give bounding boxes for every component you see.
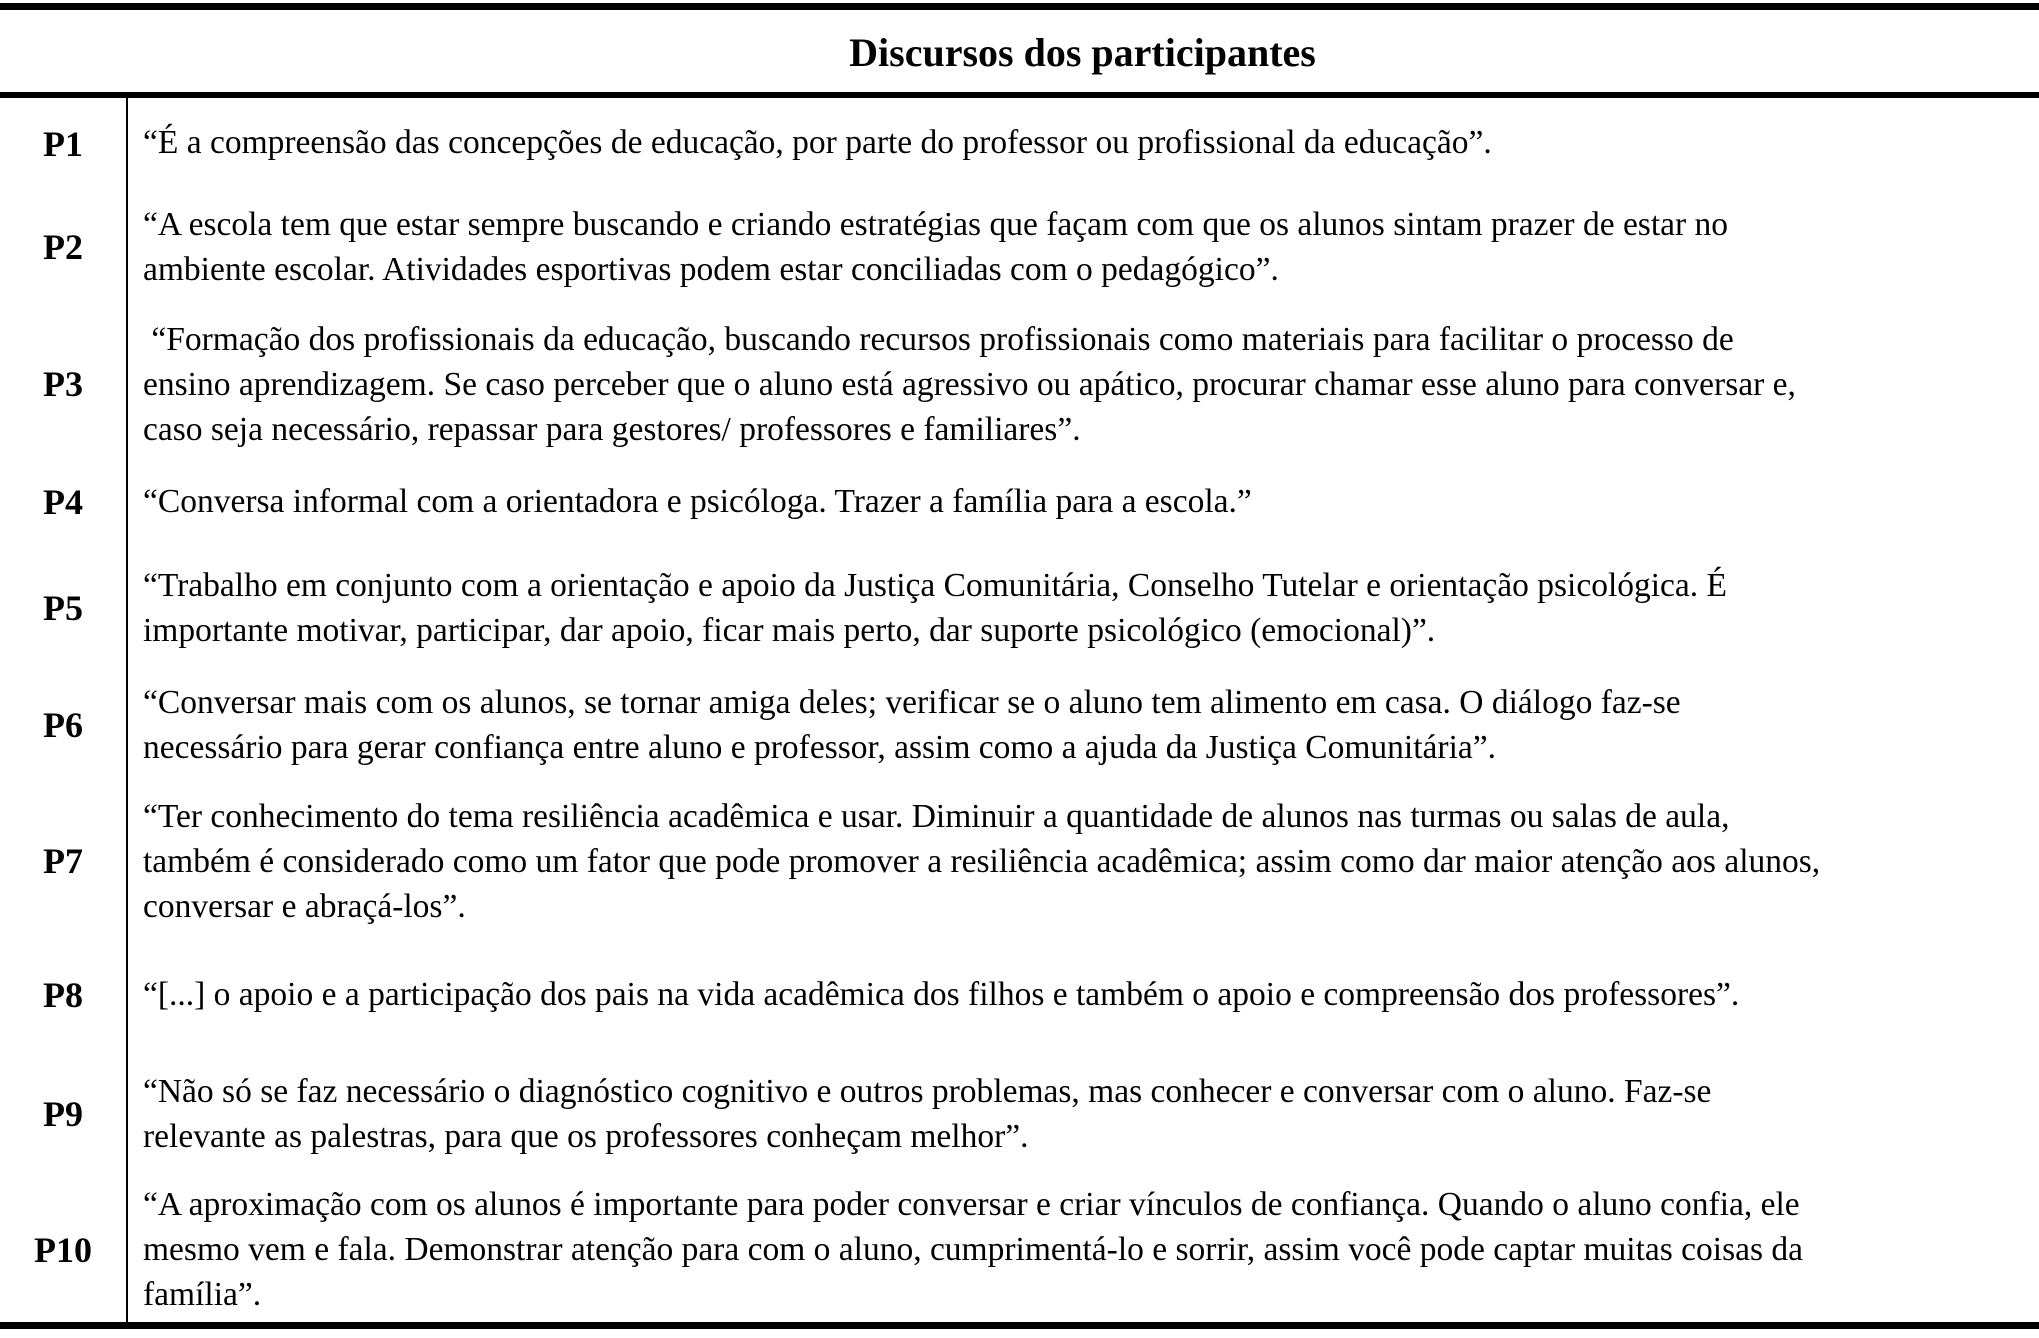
participant-id: P3 — [43, 364, 83, 404]
table-row-p8 — [0, 965, 2039, 1025]
participant-quote — [143, 317, 2023, 452]
quote-line: “É a compreensão das concepções de educação, por parte do professor ou profissional da educação”. — [143, 124, 1492, 161]
table-top-rule — [0, 3, 2039, 10]
participant-id: P7 — [43, 841, 83, 881]
table-row-p4 — [0, 472, 2039, 532]
quote-line: mesmo vem e fala. Demonstrar atenção para com o aluno, cumprimentá-lo e sorrir, assim você pode captar muitas coisas da — [143, 1231, 1804, 1268]
quote-line: “Conversa informal com a orientadora e psicóloga. Trazer a família para a escola.” — [143, 483, 1252, 520]
quote-line: “Formação dos profissionais da educação, buscando recursos profissionais como materiais para facilitar o processo de — [143, 321, 1734, 358]
participant-id: P10 — [34, 1230, 92, 1270]
participant-id: P8 — [43, 975, 83, 1015]
quote-line: caso seja necessário, repassar para gestores/ professores e familiares”. — [143, 411, 1081, 448]
participant-id: P5 — [43, 588, 83, 628]
table-row-p2 — [0, 197, 2039, 297]
table-row-p7 — [0, 788, 2039, 934]
quote-line: “Ter conhecimento do tema resiliência acadêmica e usar. Diminuir a quantidade de alunos nas turmas ou salas de aula, — [143, 798, 1730, 835]
participant-id: P1 — [43, 124, 83, 164]
participant-id: P4 — [43, 482, 83, 522]
quote-line: ensino aprendizagem. Se caso perceber que o aluno está agressivo ou apático, procurar chamar esse aluno para conversar e, — [143, 366, 1796, 403]
quote-line: família”. — [143, 1276, 262, 1313]
quote-line: ambiente escolar. Atividades esportivas podem estar conciliadas com o pedagógico”. — [143, 251, 1279, 288]
table-bottom-rule — [0, 1322, 2039, 1329]
participant-quote — [143, 479, 2023, 524]
header-separator-rule — [0, 92, 2039, 98]
quote-line: “A escola tem que estar sempre buscando e criando estratégias que façam com que os alunos sintam prazer de estar no — [143, 206, 1729, 243]
participant-quote — [143, 1069, 2023, 1159]
participant-quote — [143, 972, 2023, 1017]
participant-id: P9 — [43, 1094, 83, 1134]
quote-line: “A aproximação com os alunos é importante para poder conversar e criar vínculos de confiança. Quando o aluno confia, ele — [143, 1186, 1800, 1223]
table-row-p5 — [0, 558, 2039, 658]
participant-quote — [143, 794, 2023, 929]
participant-id: P6 — [43, 705, 83, 745]
quote-line: conversar e abraçá-los”. — [143, 888, 466, 925]
quote-line: “[...] o apoio e a participação dos pais na vida acadêmica dos filhos e também o apoio e compreensão dos professores”. — [143, 976, 1740, 1013]
table-row-p9 — [0, 1064, 2039, 1164]
participant-id: P2 — [43, 227, 83, 267]
quote-line: “Trabalho em conjunto com a orientação e apoio da Justiça Comunitária, Conselho Tutelar e orientação psicológica. É — [143, 567, 1728, 604]
participant-quote — [143, 563, 2023, 653]
column-header-title: Discursos dos participantes — [849, 30, 1316, 75]
participant-quote — [143, 202, 2023, 292]
participant-quote — [143, 680, 2023, 770]
table-row-p6 — [0, 675, 2039, 775]
table-row-p3 — [0, 311, 2039, 457]
participant-quote — [143, 1182, 2023, 1317]
participant-quote — [143, 120, 2023, 165]
quote-line: importante motivar, participar, dar apoio, ficar mais perto, dar suporte psicológico (emocional)”. — [143, 612, 1436, 649]
quote-line: “Conversar mais com os alunos, se tornar amiga deles; verificar se o aluno tem alimento em casa. O diálogo faz-se — [143, 684, 1681, 721]
quote-line: “Não só se faz necessário o diagnóstico cognitivo e outros problemas, mas conhecer e conversar com o aluno. Faz-se — [143, 1073, 1712, 1110]
quote-line: relevante as palestras, para que os professores conheçam melhor”. — [143, 1118, 1029, 1155]
quote-line: necessário para gerar confiança entre aluno e professor, assim como a ajuda da Justiça Comunitária”. — [143, 729, 1496, 766]
table-row-p1 — [0, 114, 2039, 174]
table-row-p10 — [0, 1177, 2039, 1323]
quote-line: também é considerado como um fator que pode promover a resiliência acadêmica; assim como dar maior atenção aos alunos, — [143, 843, 1821, 880]
